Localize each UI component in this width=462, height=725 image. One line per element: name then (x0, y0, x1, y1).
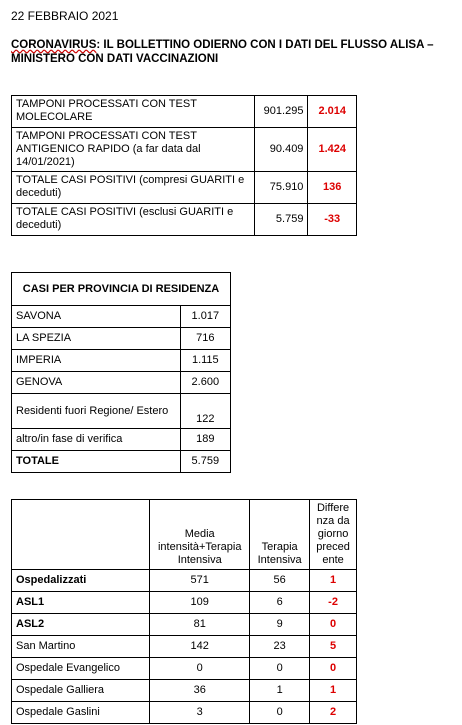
hospital-diff: 0 (310, 658, 357, 680)
hospital-name: San Martino (12, 636, 150, 658)
table-row (12, 636, 357, 658)
province-value: 716 (180, 328, 230, 350)
summary-delta: 1.424 (308, 128, 357, 172)
table-header-row (12, 500, 357, 570)
province-name: Residenti fuori Regione/ Estero (12, 394, 181, 429)
summary-delta: -33 (308, 204, 357, 236)
table-row (12, 451, 231, 473)
hospital-media: 571 (150, 570, 250, 592)
hospital-media: 3 (150, 702, 250, 724)
hospital-name: Ospedale Evangelico (12, 658, 150, 680)
headline-rest: : IL BOLLETTINO ODIERNO CON I DATI DEL FLUSSO ALISA – MINISTERO CON DATI VACCINAZIONI (11, 39, 434, 65)
province-name: GENOVA (12, 372, 181, 394)
document-date: 22 FEBBRAIO 2021 (11, 9, 119, 23)
hospital-name: ASL2 (12, 614, 150, 636)
summary-delta: 2.014 (308, 96, 357, 128)
header-ti: Terapia Intensiva (250, 500, 310, 570)
hospital-ti: 0 (250, 658, 310, 680)
hospital-name: Ospedalizzati (12, 570, 150, 592)
province-value: 2.600 (180, 372, 230, 394)
table-row (12, 172, 357, 204)
table-row (12, 570, 357, 592)
hospital-media: 36 (150, 680, 250, 702)
hospital-media: 109 (150, 592, 250, 614)
headline-prefix: CORONAVIRUS (11, 39, 97, 51)
hospital-diff: 0 (310, 614, 357, 636)
province-name: IMPERIA (12, 350, 181, 372)
table-row (12, 128, 357, 172)
table-row (12, 592, 357, 614)
province-name: LA SPEZIA (12, 328, 181, 350)
hospital-ti: 23 (250, 636, 310, 658)
summary-value: 901.295 (254, 96, 308, 128)
hospital-ti: 1 (250, 680, 310, 702)
hospital-media: 0 (150, 658, 250, 680)
hospital-ti: 0 (250, 702, 310, 724)
hospital-ti: 9 (250, 614, 310, 636)
hospital-name: Ospedale Gaslini (12, 702, 150, 724)
province-table (11, 272, 231, 473)
table-row (12, 680, 357, 702)
summary-value: 5.759 (254, 204, 308, 236)
hospital-diff: 1 (310, 570, 357, 592)
table-row (12, 614, 357, 636)
hospital-diff: 2 (310, 702, 357, 724)
hospital-name: ASL1 (12, 592, 150, 614)
summary-table (11, 95, 357, 236)
province-value: 189 (180, 429, 230, 451)
table-row (12, 96, 357, 128)
hospital-diff: -2 (310, 592, 357, 614)
summary-label: TAMPONI PROCESSATI CON TEST ANTIGENICO RAPIDO (a far data dal 14/01/2021) (12, 128, 255, 172)
table-row (12, 372, 231, 394)
hospital-name: Ospedale Galliera (12, 680, 150, 702)
province-total-label: TOTALE (12, 451, 181, 473)
table-header-row (12, 273, 231, 306)
hospital-diff: 1 (310, 680, 357, 702)
summary-delta: 136 (308, 172, 357, 204)
hospital-ti: 56 (250, 570, 310, 592)
province-value: 122 (180, 394, 230, 429)
summary-label: TOTALE CASI POSITIVI (esclusi GUARITI e deceduti) (12, 204, 255, 236)
document-headline (11, 38, 456, 66)
hospital-media: 142 (150, 636, 250, 658)
table-row (12, 658, 357, 680)
table-row (12, 350, 231, 372)
hospital-ti: 6 (250, 592, 310, 614)
header-diff: Differenza da giorno precedente (310, 500, 357, 570)
table-row (12, 429, 231, 451)
summary-label: TOTALE CASI POSITIVI (compresi GUARITI e deceduti) (12, 172, 255, 204)
hospital-media: 81 (150, 614, 250, 636)
province-header: CASI PER PROVINCIA DI RESIDENZA (12, 273, 231, 306)
summary-value: 75.910 (254, 172, 308, 204)
hospital-diff: 5 (310, 636, 357, 658)
header-empty (12, 500, 150, 570)
province-total-value: 5.759 (180, 451, 230, 473)
table-row (12, 702, 357, 724)
hospital-table (11, 499, 357, 724)
table-row (12, 328, 231, 350)
table-row (12, 394, 231, 429)
header-media: Media intensità+Terapia Intensiva (150, 500, 250, 570)
table-row (12, 204, 357, 236)
province-name: SAVONA (12, 306, 181, 328)
summary-label: TAMPONI PROCESSATI CON TEST MOLECOLARE (12, 96, 255, 128)
province-value: 1.017 (180, 306, 230, 328)
summary-value: 90.409 (254, 128, 308, 172)
table-row (12, 306, 231, 328)
province-name: altro/in fase di verifica (12, 429, 181, 451)
province-value: 1.115 (180, 350, 230, 372)
